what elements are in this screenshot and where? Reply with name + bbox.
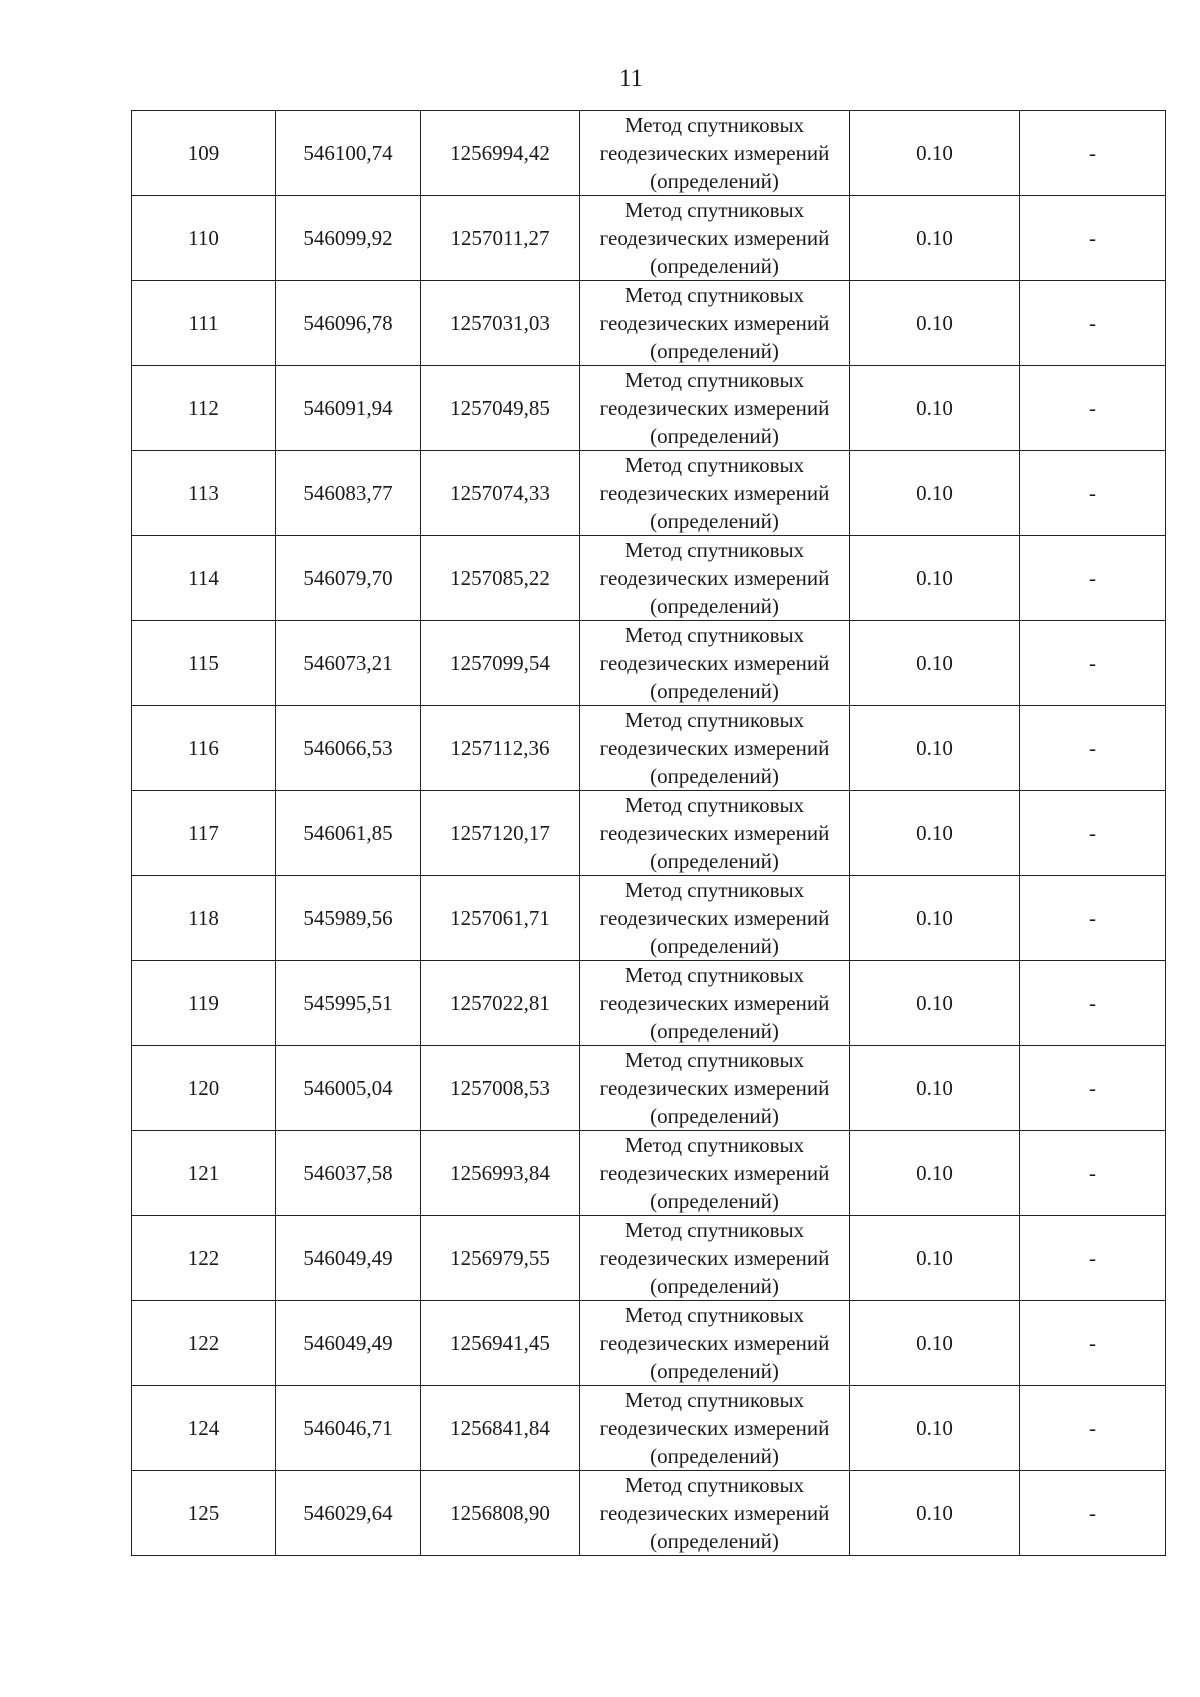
point-number-cell: 114 [132,536,276,621]
accuracy-cell: 0.10 [850,876,1020,961]
y-coordinate-cell: 1257112,36 [421,706,580,791]
accuracy-cell: 0.10 [850,1301,1020,1386]
method-text-line3: (определений) [650,679,779,703]
method-text-line1: Метод спутниковых [624,963,805,987]
point-number-cell: 110 [132,196,276,281]
extra-cell: - [1020,196,1166,281]
method-cell [580,1131,850,1216]
method-cell [580,876,850,961]
method-text-line3: (определений) [650,594,779,618]
accuracy-cell: 0.10 [850,536,1020,621]
extra-cell: - [1020,791,1166,876]
x-coordinate-cell: 546099,92 [276,196,421,281]
point-number-cell: 122 [132,1216,276,1301]
accuracy-cell: 0.10 [850,1131,1020,1216]
method-text-line3: (определений) [650,1274,779,1298]
x-coordinate-cell: 546046,71 [276,1386,421,1471]
table-row [132,196,1166,281]
extra-cell: - [1020,1386,1166,1471]
method-text-line2: геодезических измерений [599,566,830,590]
point-number-cell: 115 [132,621,276,706]
method-text-line3: (определений) [650,509,779,533]
x-coordinate-cell: 546037,58 [276,1131,421,1216]
method-text-line1: Метод спутниковых [624,368,805,392]
accuracy-cell: 0.10 [850,706,1020,791]
method-cell [580,196,850,281]
accuracy-cell: 0.10 [850,1216,1020,1301]
accuracy-cell: 0.10 [850,1386,1020,1471]
accuracy-cell: 0.10 [850,111,1020,196]
table-row [132,1471,1166,1556]
method-text-line2: геодезических измерений [599,736,830,760]
y-coordinate-cell: 1257022,81 [421,961,580,1046]
point-number-cell: 120 [132,1046,276,1131]
table-row [132,281,1166,366]
method-text-line2: геодезических измерений [599,1161,830,1185]
y-coordinate-cell: 1256941,45 [421,1301,580,1386]
method-cell [580,111,850,196]
method-text-line2: геодезических измерений [599,991,830,1015]
table-row [132,536,1166,621]
method-text-line2: геодезических измерений [599,1501,830,1525]
method-cell [580,1216,850,1301]
method-text-line1: Метод спутниковых [624,538,805,562]
method-text-line1: Метод спутниковых [624,708,805,732]
y-coordinate-cell: 1257011,27 [421,196,580,281]
extra-cell: - [1020,1131,1166,1216]
point-number-cell: 111 [132,281,276,366]
y-coordinate-cell: 1257085,22 [421,536,580,621]
method-text-line1: Метод спутниковых [624,1133,805,1157]
accuracy-cell: 0.10 [850,196,1020,281]
table-row [132,366,1166,451]
x-coordinate-cell: 546061,85 [276,791,421,876]
table-row [132,876,1166,961]
method-text-line2: геодезических измерений [599,1076,830,1100]
point-number-cell: 119 [132,961,276,1046]
point-number-cell: 121 [132,1131,276,1216]
method-text-line1: Метод спутниковых [624,283,805,307]
method-text-line1: Метод спутниковых [624,198,805,222]
extra-cell: - [1020,1301,1166,1386]
point-number-cell: 118 [132,876,276,961]
method-text-line2: геодезических измерений [599,1416,830,1440]
method-text-line3: (определений) [650,1019,779,1043]
method-text-line2: геодезических измерений [599,226,830,250]
method-text-line3: (определений) [650,1189,779,1213]
y-coordinate-cell: 1257049,85 [421,366,580,451]
table-row [132,1386,1166,1471]
method-cell [580,281,850,366]
extra-cell: - [1020,1216,1166,1301]
point-number-cell: 113 [132,451,276,536]
accuracy-cell: 0.10 [850,281,1020,366]
x-coordinate-cell: 546079,70 [276,536,421,621]
y-coordinate-cell: 1257074,33 [421,451,580,536]
y-coordinate-cell: 1257031,03 [421,281,580,366]
method-text-line1: Метод спутниковых [624,1388,805,1412]
table-row [132,111,1166,196]
point-number-cell: 122 [132,1301,276,1386]
y-coordinate-cell: 1257008,53 [421,1046,580,1131]
method-cell [580,451,850,536]
table-row [132,1301,1166,1386]
accuracy-cell: 0.10 [850,366,1020,451]
method-text-line1: Метод спутниковых [624,623,805,647]
method-text-line1: Метод спутниковых [624,1218,805,1242]
method-text-line3: (определений) [650,254,779,278]
y-coordinate-cell: 1256808,90 [421,1471,580,1556]
point-number-cell: 124 [132,1386,276,1471]
accuracy-cell: 0.10 [850,451,1020,536]
method-cell [580,1386,850,1471]
table-row [132,621,1166,706]
x-coordinate-cell: 545989,56 [276,876,421,961]
method-cell [580,791,850,876]
accuracy-cell: 0.10 [850,791,1020,876]
page-number: 11 [618,65,644,92]
extra-cell: - [1020,1471,1166,1556]
point-number-cell: 117 [132,791,276,876]
method-text-line1: Метод спутниковых [624,1048,805,1072]
method-text-line3: (определений) [650,339,779,363]
table-row [132,961,1166,1046]
y-coordinate-cell: 1256993,84 [421,1131,580,1216]
accuracy-cell: 0.10 [850,1471,1020,1556]
method-text-line3: (определений) [650,764,779,788]
table-row [132,706,1166,791]
extra-cell: - [1020,706,1166,791]
extra-cell: - [1020,281,1166,366]
method-cell [580,536,850,621]
extra-cell: - [1020,451,1166,536]
method-cell [580,1046,850,1131]
x-coordinate-cell: 546029,64 [276,1471,421,1556]
point-number-cell: 116 [132,706,276,791]
table-row [132,1046,1166,1131]
y-coordinate-cell: 1257099,54 [421,621,580,706]
x-coordinate-cell: 546073,21 [276,621,421,706]
x-coordinate-cell: 546091,94 [276,366,421,451]
method-text-line2: геодезических измерений [599,141,830,165]
method-text-line3: (определений) [650,1104,779,1128]
point-number-cell: 109 [132,111,276,196]
method-text-line3: (определений) [650,1529,779,1553]
x-coordinate-cell: 546005,04 [276,1046,421,1131]
method-text-line3: (определений) [650,169,779,193]
method-text-line3: (определений) [650,934,779,958]
method-text-line3: (определений) [650,1359,779,1383]
method-cell [580,621,850,706]
method-text-line1: Метод спутниковых [624,793,805,817]
method-text-line2: геодезических измерений [599,906,830,930]
extra-cell: - [1020,536,1166,621]
x-coordinate-cell: 546096,78 [276,281,421,366]
method-text-line3: (определений) [650,1444,779,1468]
method-text-line1: Метод спутниковых [624,113,805,137]
method-text-line1: Метод спутниковых [624,1303,805,1327]
table-row [132,451,1166,536]
method-text-line2: геодезических измерений [599,1246,830,1270]
extra-cell: - [1020,876,1166,961]
accuracy-cell: 0.10 [850,621,1020,706]
y-coordinate-cell: 1256841,84 [421,1386,580,1471]
extra-cell: - [1020,1046,1166,1131]
x-coordinate-cell: 546066,53 [276,706,421,791]
method-text-line2: геодезических измерений [599,396,830,420]
method-cell [580,706,850,791]
method-text-line2: геодезических измерений [599,311,830,335]
x-coordinate-cell: 546049,49 [276,1301,421,1386]
y-coordinate-cell: 1257061,71 [421,876,580,961]
method-cell [580,366,850,451]
method-text-line2: геодезических измерений [599,821,830,845]
extra-cell: - [1020,961,1166,1046]
method-text-line2: геодезических измерений [599,481,830,505]
method-cell [580,961,850,1046]
method-text-line3: (определений) [650,424,779,448]
table-row [132,1131,1166,1216]
x-coordinate-cell: 546083,77 [276,451,421,536]
accuracy-cell: 0.10 [850,1046,1020,1131]
x-coordinate-cell: 545995,51 [276,961,421,1046]
y-coordinate-cell: 1256994,42 [421,111,580,196]
method-text-line1: Метод спутниковых [624,878,805,902]
accuracy-cell: 0.10 [850,961,1020,1046]
method-cell [580,1301,850,1386]
extra-cell: - [1020,111,1166,196]
extra-cell: - [1020,366,1166,451]
point-number-cell: 112 [132,366,276,451]
point-number-cell: 125 [132,1471,276,1556]
method-cell [580,1471,850,1556]
y-coordinate-cell: 1257120,17 [421,791,580,876]
method-text-line3: (определений) [650,849,779,873]
y-coordinate-cell: 1256979,55 [421,1216,580,1301]
method-text-line1: Метод спутниковых [624,453,805,477]
method-text-line2: геодезических измерений [599,651,830,675]
coordinates-table-body [132,111,1166,1556]
table-row [132,1216,1166,1301]
x-coordinate-cell: 546049,49 [276,1216,421,1301]
extra-cell: - [1020,621,1166,706]
method-text-line2: геодезических измерений [599,1331,830,1355]
x-coordinate-cell: 546100,74 [276,111,421,196]
method-text-line1: Метод спутниковых [624,1473,805,1497]
table-row [132,791,1166,876]
coordinates-table [131,110,1166,1556]
